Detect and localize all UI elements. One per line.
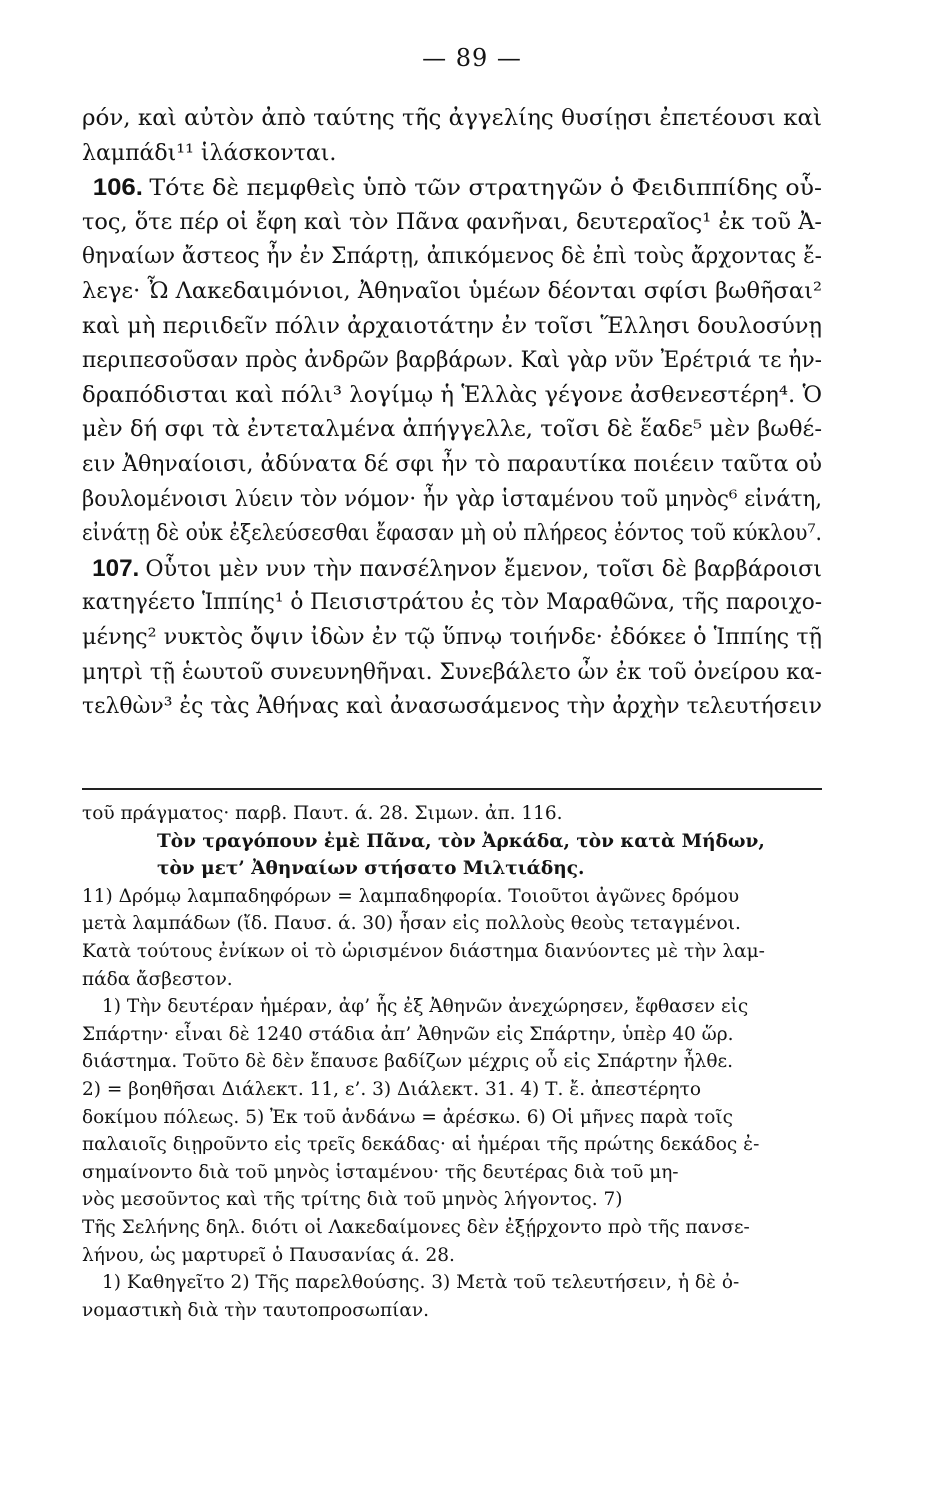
footnote-line <box>82 938 822 966</box>
line-text: νομαστικὴ διὰ τὴν ταυτοπροσωπίαν. <box>82 1299 430 1321</box>
line-text: τὸν μετ’ Ἀθηναίων στήσατο Μιλτιάδης. <box>157 858 585 880</box>
line-text: πάδα ἄσβεστον. <box>82 968 233 990</box>
text-line <box>82 102 822 137</box>
line-text: περιπεσοῦσαν πρὸς ἀνδρῶν βαρβάρων. Καὶ γὰρ νῦν Ἐρέτριά τε ἠν- <box>82 348 822 374</box>
footnote-line <box>82 910 822 938</box>
footnote-line <box>82 883 822 911</box>
text-line <box>82 517 822 552</box>
footnote-line <box>82 1214 822 1242</box>
line-text: λεγε· Ὦ Λακεδαιμόνιοι, Ἀθηναῖοι ὑμέων δέονται σφίσι βωθῆσαι² <box>82 278 822 304</box>
line-text: μένης² νυκτὸς ὄψιν ἰδὼν ἐν τῷ ὕπνῳ τοιήνδε· ἐδόκεε ὁ Ἱππίης τῇ <box>82 624 822 650</box>
line-text: διάστημα. Τοῦτο δὲ δὲν ἔπαυσε βαδίζων μέχρις οὗ εἰς Σπάρτην ἦλθε. <box>82 1051 733 1073</box>
footnote-line <box>82 966 822 994</box>
line-text: παλαιοῖς διῃροῦντο εἰς τρεῖς δεκάδας· αἱ ἡμέραι τῆς πρώτης δεκάδος ἐ- <box>82 1134 760 1156</box>
line-text: 1) Τὴν δευτέραν ἡμέραν, ἀφ’ ἧς ἐξ Ἀθηνῶν ἀνεχώρησεν, ἔφθασεν εἰς <box>102 996 749 1018</box>
line-text: θηναίων ἄστεος ἦν ἐν Σπάρτῃ, ἀπικόμενος δὲ ἐπὶ τοὺς ἄρχοντας ἔ- <box>82 244 822 270</box>
line-text: βουλομένοισι λύειν τὸν νόμον· ἦν γὰρ ἱσταμένου τοῦ μηνὸς⁶ εἰνάτη, <box>82 486 822 512</box>
text-line <box>82 690 822 725</box>
footnote-line <box>82 1021 822 1049</box>
epigram-line <box>82 828 822 856</box>
footnote-line <box>82 800 822 828</box>
footnote-line <box>82 1297 822 1325</box>
footnote-line <box>82 1242 822 1270</box>
line-text: Τῆς Σελήνης δηλ. διότι οἱ Λακεδαίμονες δὲν ἐξῄρχοντο πρὸ τῆς πανσε- <box>82 1216 750 1238</box>
text-line <box>82 275 822 310</box>
line-text: δοκίμου πόλεως. 5) Ἐκ τοῦ ἁνδάνω = ἀρέσκω. 6) Οἱ μῆνες παρὰ τοῖς <box>82 1106 733 1128</box>
text-line <box>82 483 822 518</box>
footnote-line <box>82 993 822 1021</box>
section-number: 106. <box>92 174 143 202</box>
footnote-line <box>82 1186 822 1214</box>
line-text: τος, ὅτε πέρ οἱ ἔφη καὶ τὸν Πᾶνα φανῆναι, δευτεραῖος¹ ἐκ τοῦ Ἀ- <box>82 209 822 235</box>
line-text: δραπόδισται καὶ πόλι³ λογίμῳ ἡ Ἑλλὰς γέγονε ἀσθενεστέρη⁴. Ὁ <box>82 382 822 408</box>
footnote-line <box>82 1131 822 1159</box>
line-text: 11) Δρόμῳ λαμπαδηφόρων = λαμπαδηφορία. Τοιοῦτοι ἀγῶνες δρόμου <box>82 885 740 907</box>
text-line <box>82 586 822 621</box>
footnote-line <box>82 1048 822 1076</box>
line-text: ειν Ἀθηναίοισι, ἀδύνατα δέ σφι ἦν τὸ παραυτίκα ποιέειν ταῦτα οὐ <box>82 451 822 477</box>
text-line <box>82 621 822 656</box>
section-text: Τότε δὲ πεμφθεὶς ὑπὸ τῶν στρατηγῶν ὁ Φειδιππίδης οὗ- <box>149 176 822 202</box>
line-text: καὶ μὴ περιιδεῖν πόλιν ἀρχαιοτάτην ἐν τοῖσι Ἕλλησι δουλοσύνῃ <box>82 313 822 339</box>
line-text: λήνου, ὡς μαρτυρεῖ ὁ Παυσανίας ά. 28. <box>82 1244 455 1266</box>
line-text: 2) = βοηθῆσαι Διάλεκτ. 11, ε’. 3) Διάλεκτ. 31. 4) Τ. ἔ. ἀπεστέρητο <box>82 1078 701 1100</box>
line-text: Σπάρτην· εἶναι δὲ 1240 στάδια ἀπ’ Ἀθηνῶν εἰς Σπάρτην, ὑπὲρ 40 ὥρ. <box>82 1023 734 1045</box>
line-text: εἰνάτῃ δὲ οὐκ ἐξελεύσεσθαι ἔφασαν μὴ οὐ πλήρεος ἐόντος τοῦ κύκλου⁷. <box>82 521 822 547</box>
footnote-line <box>82 1076 822 1104</box>
epigram-line <box>82 855 822 883</box>
text-line <box>82 137 822 172</box>
text-line <box>82 240 822 275</box>
line-text: ρόν, καὶ αὐτὸν ἀπὸ ταύτης τῆς ἀγγελίης θυσίῃσι ἐπετέουσι καὶ <box>82 106 822 131</box>
text-line <box>82 206 822 241</box>
line-text: κατηγέετο Ἱππίης¹ ὁ Πεισιστράτου ἐς τὸν Μαραθῶνα, τῆς παροιχο- <box>82 590 822 616</box>
line-text: μὲν δή σφι τὰ ἐντεταλμένα ἀπήγγελλε, τοῖσι δὲ ἕαδε⁵ μὲν βωθέ- <box>82 417 822 443</box>
text-line <box>82 448 822 483</box>
main-text <box>82 102 822 725</box>
text-line <box>82 310 822 345</box>
line-text: μετὰ λαμπάδων (ἴδ. Παυσ. ά. 30) ἦσαν εἰς πολλοὺς θεοὺς τεταγμένοι. <box>82 913 741 935</box>
line-text: μητρὶ τῇ ἑωυτοῦ συνευνηθῆναι. Συνεβάλετο ὦν ἐκ τοῦ ὀνείρου κα- <box>82 659 822 685</box>
section-text: Οὗτοι μὲν νυν τὴν πανσέληνον ἔμενον, τοῖσι δὲ βαρβάροισι <box>145 556 822 582</box>
line-text: λαμπάδι¹¹ ἱλάσκονται. <box>82 140 337 166</box>
text-line <box>82 413 822 448</box>
footnote-line <box>82 1104 822 1132</box>
text-line <box>82 379 822 414</box>
page-number: — 89 — <box>422 44 522 72</box>
line-text: νὸς μεσοῦντος καὶ τῆς τρίτης διὰ τοῦ μηνὸς λήγοντος. 7) <box>82 1189 623 1211</box>
footnote-line <box>82 1159 822 1187</box>
text-line <box>82 344 822 379</box>
text-line <box>82 552 822 587</box>
line-text: τελθὼν³ ἐς τὰς Ἀθήνας καὶ ἀνασωσάμενος τὴν ἀρχὴν τελευτήσειν <box>82 694 822 720</box>
footnote-divider <box>82 788 822 790</box>
line-text: Κατὰ τούτους ἐνίκων οἱ τὸ ὡρισμένον διάστημα διανύοντες μὲ τὴν λαμ- <box>82 940 765 962</box>
text-line <box>82 171 822 206</box>
line-text: 1) Καθηγεῖτο 2) Τῆς παρελθούσης. 3) Μετὰ τοῦ τελευτήσειν, ἡ δὲ ὀ- <box>102 1272 740 1294</box>
footnotes <box>82 800 822 1324</box>
section-number: 107. <box>92 554 140 582</box>
text-line <box>82 656 822 691</box>
line-text: Τὸν τραγόπουν ἐμὲ Πᾶνα, τὸν Ἀρκάδα, τὸν κατὰ Μήδων, <box>157 830 765 852</box>
line-text: σημαίνοντο διὰ τοῦ μηνὸς ἱσταμένου· τῆς δευτέρας διὰ τοῦ μη- <box>82 1161 679 1183</box>
line-text: τοῦ πράγματος· παρβ. Παυτ. ά. 28. Σιμων. ἀπ. 116. <box>82 803 563 824</box>
footnote-line <box>82 1269 822 1297</box>
